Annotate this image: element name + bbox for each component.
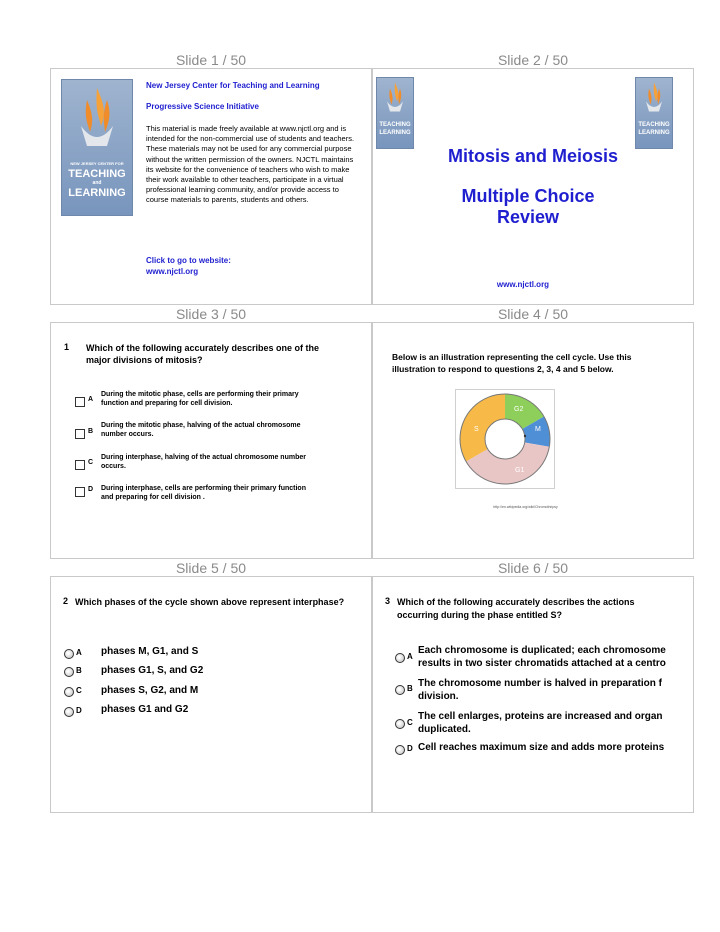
option-c-text[interactable]: During interphase, halving of the actual chromosome number occurs. [101,454,306,470]
option-a-letter: A [88,396,94,403]
slide-5[interactable] [50,576,372,813]
slide-1[interactable] [50,68,372,305]
option-c-line1[interactable]: The cell enlarges, proteins are increased and organ [418,711,663,722]
g1-label: G1 [515,467,525,474]
question-text: Which of the following accurately describes one of the major divisions of mitosis? [86,343,320,365]
option-d-checkbox[interactable] [75,487,85,497]
deck-subtitle-line1: Multiple Choice [461,186,595,206]
slide-2-label: Slide 2 / 50 [497,52,569,68]
slide-4-label: Slide 4 / 50 [497,306,569,322]
njctl-logo-left: TEACHING LEARNING [376,77,414,149]
njctl-logo: NEW JERSEY CENTER FOR TEACHING and LEARNING [61,79,133,216]
option-b-radio[interactable] [395,685,405,695]
deck-url[interactable]: www.njctl.org [496,280,550,289]
option-a-text[interactable]: phases M, G1, and S [101,646,199,657]
option-b-checkbox[interactable] [75,429,85,439]
question-number: 3 [385,596,391,606]
njctl-logo-right: TEACHING LEARNING [635,77,673,149]
question-number: 1 [64,342,70,352]
option-c-checkbox[interactable] [75,460,85,470]
slide-2[interactable] [372,68,694,305]
option-d-radio[interactable] [395,745,405,755]
option-b-radio[interactable] [64,667,74,677]
option-c-letter: C [88,459,94,466]
option-a-text[interactable]: During the mitotic phase, cells are performing their primary function and preparing for cell division. [101,391,299,407]
question-text: Which of the following accurately describes the actions occurring during the phase entitled S? [397,597,635,620]
deck-title: Mitosis and Meiosis [447,146,619,166]
option-a-letter: A [76,648,82,657]
option-b-line1[interactable]: The chromosome number is halved in preparation f [418,678,662,689]
program-name: Progressive Science Initiative [146,102,259,111]
website-link[interactable]: www.njctl.org [146,267,199,276]
option-d-line1[interactable]: Cell reaches maximum size and adds more proteins [418,742,665,753]
option-b-letter: B [76,666,82,675]
option-b-text[interactable]: During the mitotic phase, halving of the actual chromosome number occurs. [101,422,301,438]
option-a-line1[interactable]: Each chromosome is duplicated; each chromosome [418,645,666,656]
option-a-radio[interactable] [64,649,74,659]
torch-flame-icon [77,86,117,156]
option-b-text[interactable]: phases G1, S, and G2 [101,665,204,676]
option-d-letter: D [88,486,94,493]
slide-6[interactable] [372,576,694,813]
option-d-text[interactable]: During interphase, cells are performing their primary function and preparing for cell division . [101,485,306,501]
s-label: S [474,426,479,433]
slide-3-label: Slide 3 / 50 [175,306,247,322]
option-b-line2[interactable]: division. [418,691,459,702]
website-link-label[interactable]: Click to go to website: [146,256,231,265]
option-c-line2[interactable]: duplicated. [418,724,471,735]
m-label: M [535,426,541,433]
option-b-letter: B [88,428,94,435]
option-a-letter: A [407,652,413,661]
deck-subtitle-line2: Review [496,207,560,227]
option-c-letter: C [76,686,82,695]
cell-cycle-diagram [455,389,555,489]
slide-5-label: Slide 5 / 50 [175,560,247,576]
option-b-letter: B [407,684,413,693]
slide-6-label: Slide 6 / 50 [497,560,569,576]
option-c-radio[interactable] [64,687,74,697]
slide-1-label: Slide 1 / 50 [175,52,247,68]
license-text: This material is made freely available at www.njctl.org and is intended for the non-commercial use of students and teachers. These materials may not be used for any commercial purpose without the written permission of the owners. NJCTL maintains its website for the convenience of teachers who wish to make their work available to other teachers, participate in a virtual professional learning community, and/or provide access to course materials to parents, students and others. [146,124,355,205]
illustration-intro: Below is an illustration representing the cell cycle. Use this illustration to respond to questions 2, 3, 4 and 5 below. [392,352,632,374]
g2-label: G2 [514,406,524,413]
torch-flame-icon [644,81,664,117]
torch-flame-icon [385,81,405,117]
option-a-checkbox[interactable] [75,397,85,407]
option-a-radio[interactable] [395,653,405,663]
option-d-radio[interactable] [64,707,74,717]
option-c-radio[interactable] [395,719,405,729]
option-d-text[interactable]: phases G1 and G2 [101,704,189,715]
image-credit: http://en.wikipedia.org/wiki/Chromothripsy [493,505,558,509]
option-c-text[interactable]: phases S, G2, and M [101,685,199,696]
question-text: Which phases of the cycle shown above represent interphase? [75,597,345,607]
option-c-letter: C [407,718,413,727]
question-number: 2 [63,596,69,606]
option-a-line2[interactable]: results in two sister chromatids attached at a centro [418,658,666,669]
org-name: New Jersey Center for Teaching and Learning [146,81,320,90]
slide-4[interactable] [372,322,694,559]
slide-3[interactable] [50,322,372,559]
option-d-letter: D [76,706,82,715]
option-d-letter: D [407,744,413,753]
